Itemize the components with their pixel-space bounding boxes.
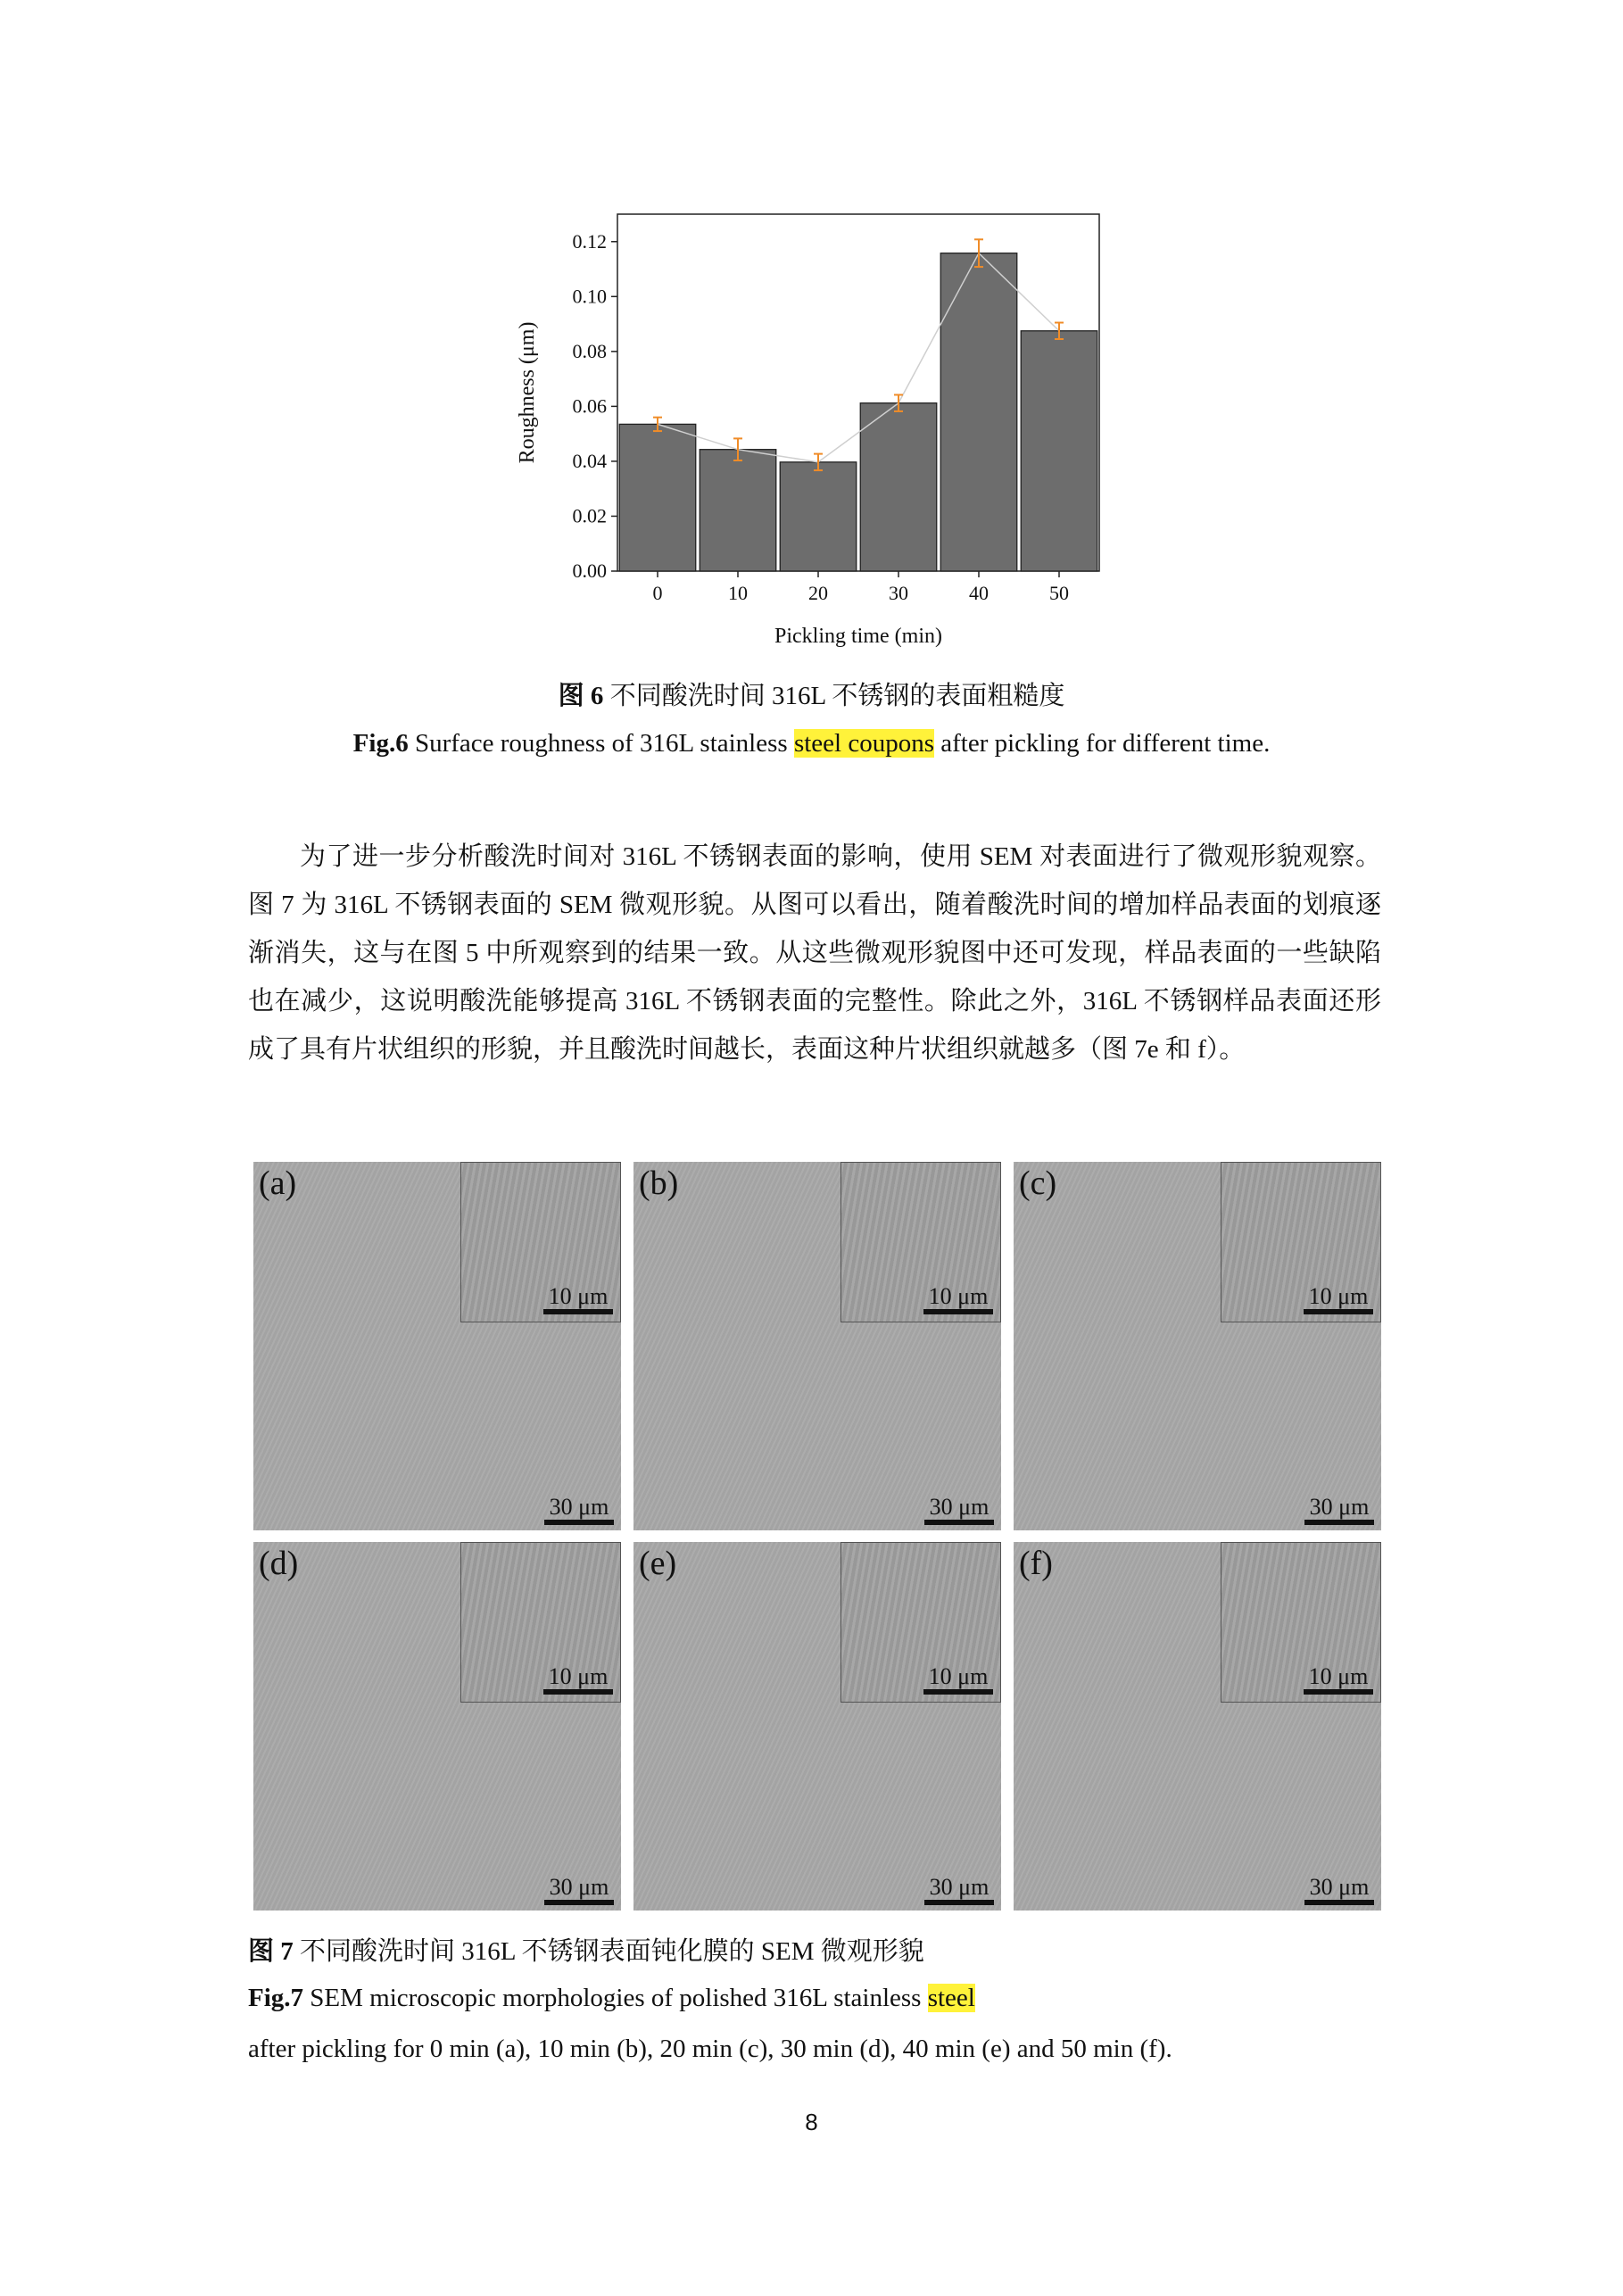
fig7-caption-en xyxy=(248,1984,975,2013)
y-tick-label: 0.10 xyxy=(572,285,607,308)
sem-panel-f xyxy=(1014,1542,1381,1911)
y-tick-label: 0.00 xyxy=(572,559,607,582)
scale-bar xyxy=(544,1495,614,1525)
scale-label: 30 μm xyxy=(1309,1494,1370,1520)
scale-label: 30 μm xyxy=(929,1494,990,1520)
scale-label: 30 μm xyxy=(1309,1874,1370,1900)
fig7-cn-label: 图 7 xyxy=(248,1937,294,1966)
bar xyxy=(860,403,937,571)
inset-image xyxy=(460,1542,621,1703)
fig6-caption-en xyxy=(0,729,1623,758)
sem-panel-e xyxy=(633,1542,1001,1911)
bar xyxy=(1021,331,1097,571)
fig6-cn-text: 不同酸洗时间 316L 不锈钢的表面粗糙度 xyxy=(609,682,1065,710)
scale-bar xyxy=(924,1875,994,1905)
inset-scale-bar xyxy=(543,1284,613,1314)
fig7-en-text-pre: SEM microscopic morphologies of polished 316L stainless xyxy=(310,1984,922,2012)
scale-bar xyxy=(1304,1875,1374,1905)
scale-bar xyxy=(544,1875,614,1905)
panel-letter: (a) xyxy=(259,1165,297,1202)
fig7-caption-cn xyxy=(248,1931,924,1968)
fig7-cn-text: 不同酸洗时间 316L 不锈钢表面钝化膜的 SEM 微观形貌 xyxy=(300,1937,924,1966)
x-tick-label: 0 xyxy=(652,582,663,604)
scale-label: 30 μm xyxy=(549,1494,609,1520)
x-tick-label: 10 xyxy=(728,582,748,604)
inset-image xyxy=(460,1162,621,1322)
inset-image xyxy=(840,1542,1001,1703)
y-axis-label: Roughness (μm) xyxy=(516,321,539,464)
x-axis-label: Pickling time (min) xyxy=(774,625,942,648)
inset-image xyxy=(1221,1542,1381,1703)
scale-label: 30 μm xyxy=(549,1874,609,1900)
inset-scale-label: 10 μm xyxy=(1308,1283,1369,1309)
inset-scale-label: 10 μm xyxy=(1308,1663,1369,1689)
inset-scale-bar xyxy=(1304,1664,1373,1695)
panel-letter: (e) xyxy=(639,1545,677,1582)
fig6-en-highlight: steel coupons xyxy=(793,729,934,758)
scale-bar xyxy=(924,1495,994,1525)
sem-image-grid xyxy=(253,1162,1382,1912)
sem-panel-c xyxy=(1014,1162,1381,1530)
y-tick-label: 0.06 xyxy=(572,394,607,418)
sem-panel-b xyxy=(633,1162,1001,1530)
scale-label: 30 μm xyxy=(929,1874,990,1900)
bar xyxy=(780,462,857,571)
inset-scale-bar xyxy=(543,1664,613,1695)
inset-scale-label: 10 μm xyxy=(928,1283,989,1309)
fig6-caption-cn xyxy=(0,676,1623,712)
roughness-bar-chart xyxy=(500,201,1124,665)
x-tick-label: 40 xyxy=(969,582,989,604)
panel-letter: (d) xyxy=(259,1545,299,1582)
bar xyxy=(700,450,776,571)
x-tick-label: 20 xyxy=(808,582,828,604)
fig6-en-text-post: after pickling for different time. xyxy=(940,729,1271,758)
inset-scale-label: 10 μm xyxy=(548,1663,609,1689)
fig6-en-text-pre: Surface roughness of 316L stainless xyxy=(414,729,788,758)
y-tick-label: 0.08 xyxy=(572,339,607,362)
inset-image xyxy=(840,1162,1001,1322)
bar xyxy=(940,253,1017,571)
inset-scale-label: 10 μm xyxy=(928,1663,989,1689)
panel-letter: (f) xyxy=(1019,1545,1053,1582)
fig7-en-highlight: steel xyxy=(927,1984,975,2012)
scale-bar xyxy=(1304,1495,1374,1525)
y-tick-label: 0.12 xyxy=(572,229,607,253)
inset-image xyxy=(1221,1162,1381,1322)
inset-scale-bar xyxy=(923,1664,993,1695)
bar xyxy=(619,424,696,571)
sem-panel-d xyxy=(253,1542,621,1911)
fig7-caption-en-line2: after pickling for 0 min (a), 10 min (b), 20 min (c), 30 min (d), 40 min (e) and 50 min (f). xyxy=(248,2035,1172,2063)
panel-letter: (b) xyxy=(639,1165,679,1202)
y-tick-label: 0.02 xyxy=(572,504,607,527)
body-paragraph: 为了进一步分析酸洗时间对 316L 不锈钢表面的影响，使用 SEM 对表面进行了微观形貌观察。图 7 为 316L 不锈钢表面的 SEM 微观形貌。从图可以看出，随着酸洗时间的增加样品表面的划痕逐渐消失，这与在图 5 中所观察到的结果一致。从这些微观形貌图中还可发现，样品表面的一些缺陷也在减少，这说明酸洗能够提高 316L 不锈钢表面的完整性。除此之外，316L 不锈钢样品表面还形成了具有片状组织的形貌，并且酸洗时间越长，表面这种片状组织就越多（图 7e 和 f）。 xyxy=(248,842,1381,1064)
inset-scale-label: 10 μm xyxy=(548,1283,609,1309)
sem-panel-a xyxy=(253,1162,621,1530)
panel-letter: (c) xyxy=(1019,1165,1057,1202)
inset-scale-bar xyxy=(1304,1284,1373,1314)
x-tick-label: 50 xyxy=(1049,582,1069,604)
fig6-en-label: Fig.6 xyxy=(352,729,409,758)
x-tick-label: 30 xyxy=(889,582,908,604)
y-tick-label: 0.04 xyxy=(572,449,607,472)
page-number: 8 xyxy=(805,2109,818,2135)
fig7-en-label: Fig.7 xyxy=(248,1984,304,2012)
inset-scale-bar xyxy=(923,1284,993,1314)
fig6-cn-label: 图 6 xyxy=(558,682,604,710)
